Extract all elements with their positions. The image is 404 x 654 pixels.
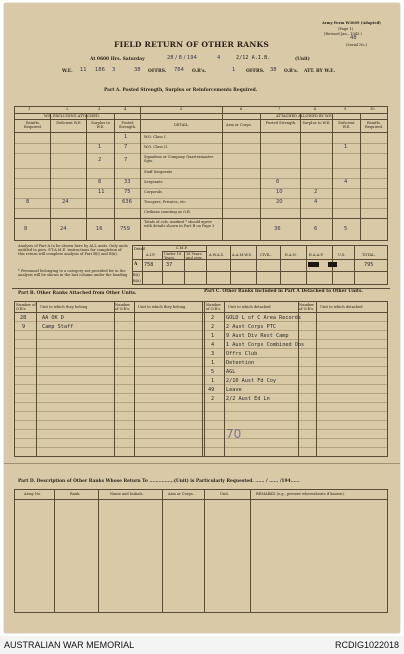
ors2-label: O.R's. (284, 69, 299, 74)
analysis-cat: U.S. (338, 253, 346, 257)
analysis-row-a: A (134, 262, 138, 267)
part-c-unit: 1 Aust Corps Combined Ops (226, 342, 305, 348)
row-surplus: 8 (98, 179, 102, 185)
part-c-count: 2 (211, 396, 215, 402)
row-detail: W.O. Class I. (144, 135, 167, 139)
offrs2-label: OFFRS. (246, 69, 265, 74)
part-b-unit: AA OK D (42, 315, 64, 321)
form-sheet (4, 3, 400, 633)
part-c-count: 1 (211, 333, 215, 339)
col-num: 5 (180, 107, 183, 111)
analysis-cat: Under 18 Years. (164, 252, 182, 260)
part-c-unit: 2/2 Aust Ed Ln (226, 396, 270, 402)
col-num: 8 (314, 107, 317, 111)
part-c-unit: AGL (226, 369, 236, 375)
part-a-table (14, 106, 388, 241)
right-group-header: ATTACHED ALLOWED BY W.E. (276, 114, 333, 118)
form-number: Army Form W3009 (Adapted) (322, 21, 381, 25)
total-att-surplus: 6 (314, 226, 318, 232)
row-deficient: 1 (344, 144, 348, 150)
part-c-unit: 9 Aust Div Rest Camp (226, 333, 289, 339)
col-num: 9 (344, 107, 347, 111)
part-d-header: Army No. (24, 492, 42, 496)
analysis-row-bi: B(i) (133, 273, 140, 277)
analysis-cmf-label: C.M.F. (176, 246, 188, 250)
analysis-cat: R.A.N. (285, 253, 297, 257)
totals-label: Totals of cols. marked * should agree with details shown in Part B on Page 2 (144, 220, 215, 228)
part-c-unit: 2/10 Aust Fd Coy (226, 378, 276, 384)
row-surplus: 11 (98, 189, 105, 195)
row-detail: Staff Sergeants (144, 170, 173, 174)
col-header: DETAIL. (174, 123, 190, 127)
serial-label: (Serial No.) (346, 43, 368, 47)
col-num: 4 (124, 107, 127, 111)
part-d-header: Unit. (220, 492, 230, 496)
col-num: 2 (66, 107, 69, 111)
row-surplus: 1 (98, 144, 102, 150)
analysis-cat: CIVIL. (260, 253, 272, 257)
col-header: Deficient W.E. (338, 121, 355, 129)
part-c-unit: 2 Aust Corps PTC (226, 324, 276, 330)
analysis-table (132, 245, 388, 285)
part-a-title: Part A. Posted Strength, Surplus or Reinforcements Required. (104, 88, 258, 93)
part-c-count: 49 (208, 387, 215, 393)
archive-id: RCDIG1022018 (334, 640, 399, 650)
analysis-aif-value: 758 (144, 262, 154, 268)
part-c-count: 1 (211, 360, 215, 366)
col-header: Posted Strength. (265, 121, 297, 125)
offrs-value: 38 (134, 67, 141, 73)
analysis-total-value: 795 (364, 262, 374, 268)
part-c-unit: Offrs Club (226, 351, 258, 357)
revision-date: (Revised Jan., 1943.) (324, 32, 362, 36)
total-deficient: 24 (60, 226, 67, 232)
we-value-3: 3 (112, 67, 116, 73)
row-deficient: 24 (62, 199, 69, 205)
analysis-note-2: * Personnel belonging to a category not provided for in the analysis will be shown in the last column under the heading ... (18, 269, 128, 281)
part-c-header: Number of O.R's. (206, 303, 222, 311)
row-detail: Sergeants (144, 180, 163, 184)
part-b-count: 9 (22, 324, 26, 330)
col-num: 7 (278, 107, 281, 111)
part-d-title: Part D. Description of Other Ranks Whose Return To ................(Unit) is Particularly Requested. ...... / ...... /194...... (18, 479, 300, 484)
row-detail: Corporals (144, 190, 162, 194)
total-reinfts: 8 (24, 226, 28, 232)
part-b-unit: Camp Staff (42, 324, 74, 330)
row-detail: Troopers, Privates, etc. (144, 200, 187, 204)
part-d-header: Name and Initials. (110, 492, 144, 496)
row-posted: 636 (122, 199, 132, 205)
total-att-posted: 36 (274, 226, 281, 232)
part-d-header: Arm or Corps. (168, 492, 194, 496)
ors-value: 784 (174, 67, 184, 73)
part-c-header: Unit to which detached (320, 305, 363, 309)
we-value-1: 11 (80, 67, 87, 73)
part-b-header: Number of O.R's. (115, 303, 131, 311)
ors-label: O.R's. (192, 69, 207, 74)
part-c-count: 3 (211, 351, 215, 357)
unit-label: (Unit) (295, 57, 310, 62)
time-label: At 0600 Hrs. Saturday (90, 57, 145, 62)
col-num: 3 (98, 107, 101, 111)
part-c-unit: Detention (226, 360, 255, 366)
analysis-note: Analysis of Part A to be shown here by ALL units. Only units entitled to pers. P.T.A.M.E. instructions for completion of this return will complete analysis of Part B(i) and B(ii). (18, 244, 128, 256)
part-c-title: Part C. Other Ranks Included in Part A Detached to Other Units. (204, 289, 363, 294)
ors2-value: 38 (270, 67, 277, 73)
row-att-posted: 6 (276, 179, 280, 185)
row-posted: 33 (124, 179, 131, 185)
row-att-posted: 10 (276, 189, 283, 195)
total-att-deficient: 5 (344, 226, 348, 232)
row-detail: Civilians counting as O.R. (144, 210, 191, 214)
part-c-total: 70 (226, 427, 242, 441)
offrs2-value: 1 (232, 67, 236, 73)
row-posted: 1 (124, 134, 128, 140)
row-detail: W.O. Class II. (144, 145, 169, 149)
archive-name: AUSTRALIAN WAR MEMORIAL (4, 640, 135, 650)
col-header: Arm or Corps. (226, 123, 252, 127)
part-b-header: Number of O.R's. (16, 303, 36, 311)
year-value: 4 (217, 55, 221, 61)
part-c-count: 2 (211, 324, 215, 330)
part-c-header: Unit to which detached (228, 305, 271, 309)
part-d-table (14, 489, 388, 613)
part-b-header: Unit to which they belong (40, 305, 88, 309)
analysis-cat: A.A.M.W.S. (232, 253, 252, 257)
redaction-block (308, 262, 319, 267)
row-att-posted: 20 (276, 199, 283, 205)
row-posted: 75 (124, 189, 131, 195)
unit-value: 2/12 A.I.B. (236, 55, 271, 61)
row-att-surplus: 2 (314, 189, 318, 195)
part-c-count: 5 (211, 369, 215, 375)
col-header: Surplus to W.E. (302, 121, 331, 125)
archive-footer (0, 636, 404, 654)
col-num: 1 (28, 107, 31, 111)
analysis-cat: TOTAL. (362, 253, 376, 257)
page-number: (Page 1) (338, 27, 354, 31)
row-posted: 7 (124, 144, 128, 150)
part-b-count: 28 (20, 315, 27, 321)
we-label: W.E. (62, 69, 73, 74)
col-header: Surplus to W.E. (91, 121, 110, 129)
analysis-cat: R.A.A.F. (309, 253, 324, 257)
part-c-count: 4 (211, 342, 215, 348)
we-value-2: 186 (95, 67, 105, 73)
redaction-block (328, 262, 337, 267)
total-posted: 759 (120, 226, 130, 232)
row-reinfts: 8 (26, 199, 30, 205)
row-detail: Squadron or Company Quartermaster Sgts. (144, 155, 214, 163)
row-surplus: 2 (98, 157, 102, 163)
analysis-row-bii: B(ii) (133, 279, 141, 283)
part-c-unit: GOLD L of C Area Records (226, 315, 301, 321)
serial-value: 48 (350, 35, 357, 41)
col-header: Reinfts. Required. (365, 121, 383, 129)
part-bc-table (14, 301, 388, 457)
row-att-surplus: 4 (314, 199, 318, 205)
part-b-title: Part B. Other Ranks Attached from Other Units. (18, 291, 137, 296)
part-c-unit: Leave (226, 387, 242, 393)
analysis-cat: A.W.A.S. (209, 253, 225, 257)
col-header: Reinfts. Required. (24, 121, 42, 129)
analysis-cat: 18 Years and over. (186, 252, 203, 260)
part-d-header: Rank. (70, 492, 81, 496)
offrs-label: OFFRS. (148, 69, 167, 74)
col-num: 6 (240, 107, 243, 111)
analysis-cat: A.I.F. (146, 253, 156, 257)
col-header: Deficient W.E. (56, 121, 82, 125)
part-c-count: 2 (211, 315, 215, 321)
att-label: ATT. BY W.E. (304, 69, 335, 74)
part-c-count: 1 (211, 378, 215, 384)
part-b-header: Unit to which they belong (138, 305, 186, 309)
left-group-header: W.E. EXCLUDING ATTACHED. (44, 114, 100, 118)
total-surplus: 16 (96, 226, 103, 232)
part-d-header: REMARKS (e.g., present whereabouts if known). (256, 492, 345, 496)
row-posted: 7 (124, 157, 128, 163)
row-deficient: 4 (344, 179, 348, 185)
form-title: FIELD RETURN OF OTHER RANKS (114, 40, 270, 49)
col-header: Posted Strength. (118, 121, 137, 129)
analysis-under18-value: 37 (166, 262, 173, 268)
col-num: 10 (370, 107, 375, 111)
date-value: 28 / 8 / 194 (167, 55, 197, 61)
part-c-header: Number of O.R's. (299, 303, 315, 311)
analysis-detail-label: Detail (134, 247, 145, 251)
